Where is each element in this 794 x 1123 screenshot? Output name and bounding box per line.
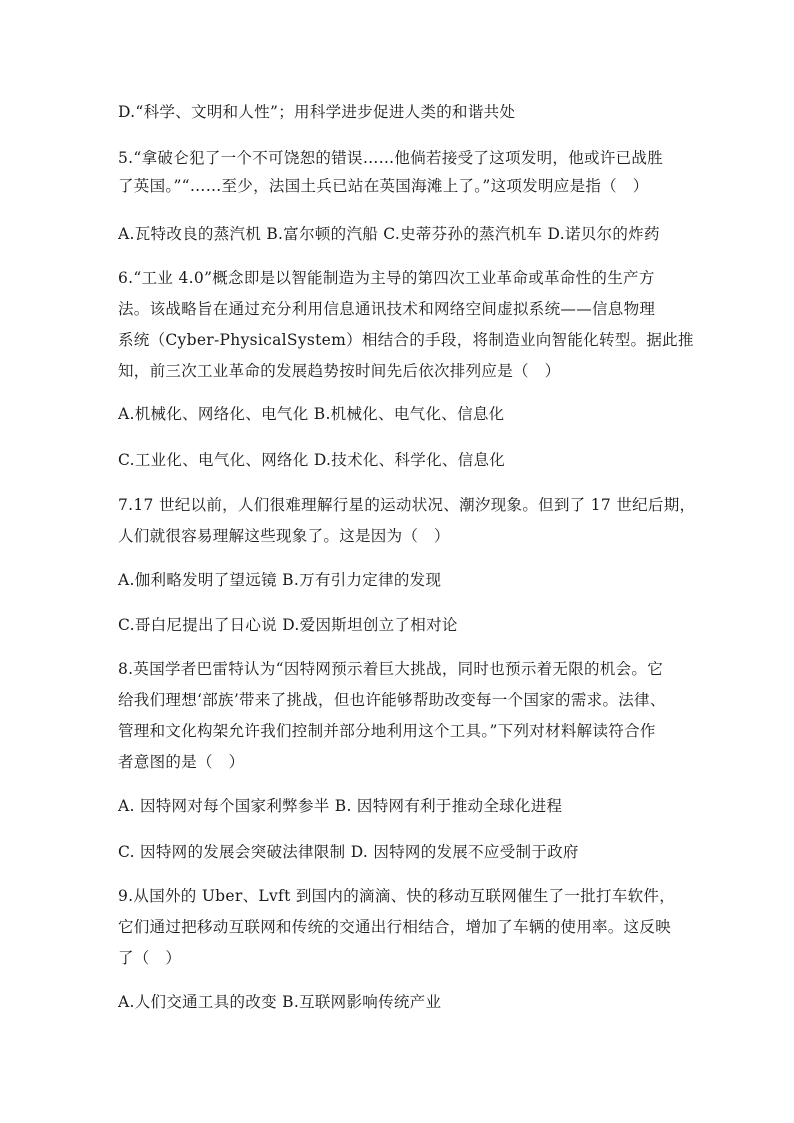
- q8-stem-line-4: 者意图的是（ ）: [118, 753, 245, 771]
- q6-options-ab: A.机械化、网络化、电气化 B.机械化、电气化、信息化: [118, 405, 505, 423]
- q7-stem-line-1: 7.17 世纪以前，人们很难理解行星的运动状况、潮汐现象。但到了 17 世纪后期，: [118, 496, 696, 514]
- q5-options: A.瓦特改良的蒸汽机 B.富尔顿的汽船 C.史蒂芬孙的蒸汽机车 D.诺贝尔的炸药: [118, 225, 660, 243]
- q5-stem-line-1: 5.“拿破仑犯了一个不可饶恕的错误……他倘若接受了这项发明，他或许已战胜: [118, 149, 664, 167]
- q8-stem-line-1: 8.英国学者巴雷特认为“因特网预示着巨大挑战，同时也预示着无限的机会。它: [118, 660, 664, 678]
- q7-options-cd: C.哥白尼提出了日心说 D.爱因斯坦创立了相对论: [118, 616, 458, 634]
- q9-stem-line-1: 9.从国外的 Uber、Lvft 到国内的滴滴、快的移动互联网催生了一批打车软件，: [118, 887, 676, 905]
- q8-stem-line-3: 管理和文化构架允许我们控制并部分地利用这个工具。”下列对材料解读符合作: [118, 722, 656, 740]
- q7-options-ab: A.伽利略发明了望远镜 B.万有引力定律的发现: [118, 571, 442, 589]
- q6-stem-line-3: 系统（Cyber-PhysicalSystem）相结合的手段，将制造业向智能化转型。据此推: [118, 331, 694, 349]
- q6-stem-line-2: 法。该战略旨在通过充分利用信息通讯技术和网络空间虚拟系统——信息物理: [118, 300, 656, 318]
- q6-options-cd: C.工业化、电气化、网络化 D.技术化、科学化、信息化: [118, 451, 506, 469]
- q5-stem-line-2: 了英国。”“……至少，法国土兵已站在英国海滩上了。”这项发明应是指（ ）: [118, 177, 649, 195]
- q8-stem-line-2: 给我们理想‘部族’带来了挑战，但也许能够帮助改变每一个国家的需求。法律、: [118, 691, 666, 709]
- q9-stem-line-2: 它们通过把移动互联网和传统的交通出行相结合，增加了车辆的使用率。这反映: [118, 918, 672, 936]
- q8-options-cd: C. 因特网的发展会突破法律限制 D. 因特网的发展不应受制于政府: [118, 843, 579, 861]
- q6-stem-line-4: 知，前三次工业革命的发展趋势按时间先后依次排列应是（ ）: [118, 362, 561, 380]
- q9-stem-line-3: 了（ ）: [118, 949, 182, 967]
- q4-option-d: D.“科学、文明和人性”；用科学进步促进人类的和谐共处: [118, 103, 516, 121]
- q9-options-ab: A.人们交通工具的改变 B.互联网影响传统产业: [118, 993, 442, 1011]
- q6-stem-line-1: 6.“工业 4.0”概念即是以智能制造为主导的第四次工业革命或革命性的生产方: [118, 269, 655, 287]
- q8-options-ab: A. 因特网对每个国家利弊参半 B. 因特网有利于推动全球化进程: [118, 797, 563, 815]
- q7-stem-line-2: 人们就很容易理解这些现象了。这是因为（ ）: [118, 527, 450, 545]
